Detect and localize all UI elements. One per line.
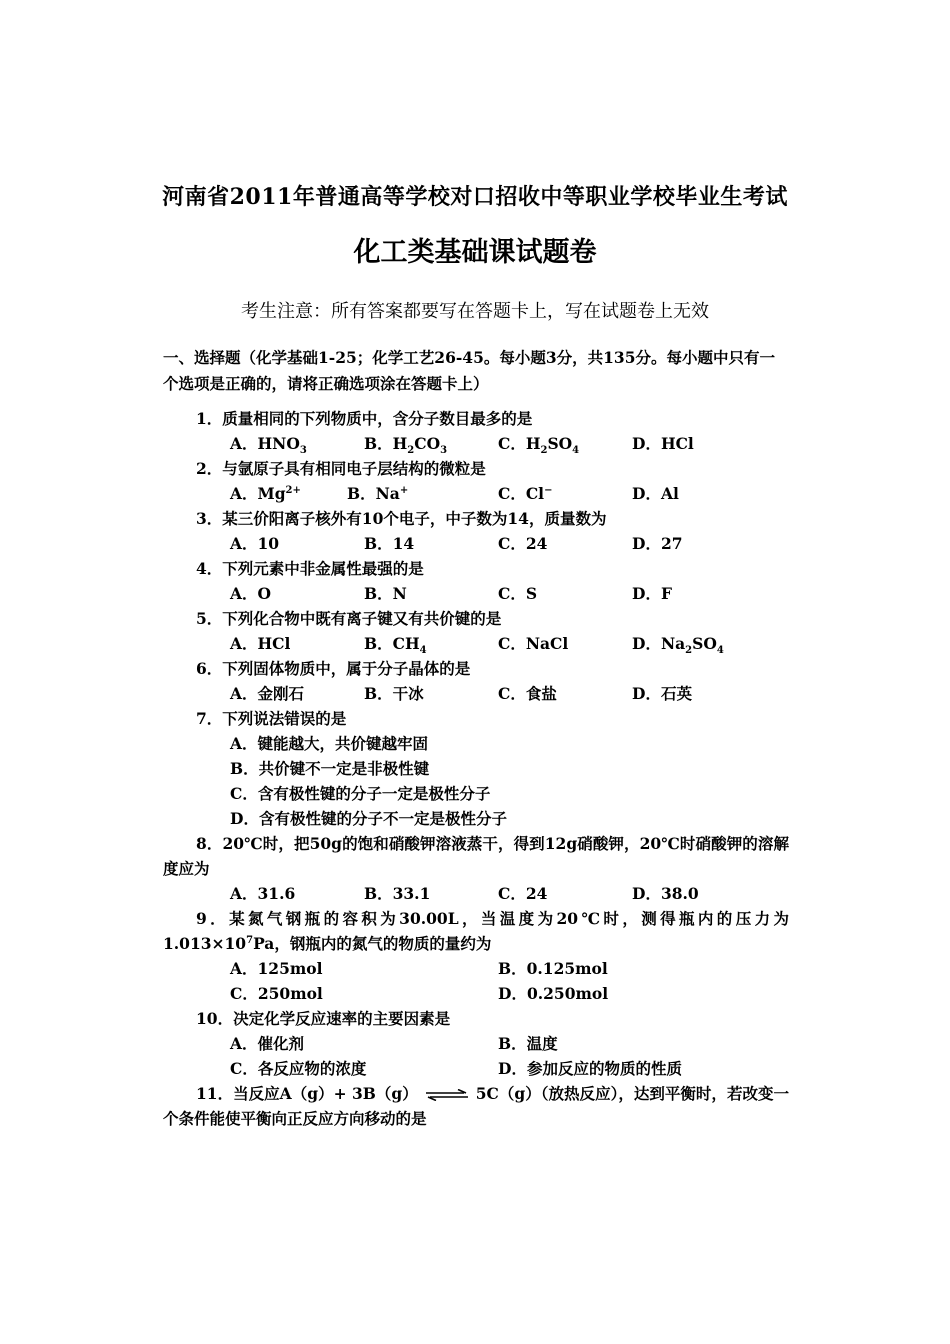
question-list xyxy=(163,406,789,1131)
question-number: 7． xyxy=(196,709,223,728)
option-a: A．31.6 xyxy=(230,884,296,903)
question-4 xyxy=(163,556,789,606)
option-b: B．温度 xyxy=(498,1034,558,1053)
question-stem: 下列固体物质中，属于分子晶体的是 xyxy=(222,659,471,678)
question-5 xyxy=(163,606,789,656)
option-b: B．14 xyxy=(364,534,415,553)
option-a: A．金刚石 xyxy=(230,684,305,703)
question-number: 3． xyxy=(196,509,223,528)
option-d: D．$Na_2SO_4$ xyxy=(632,634,724,657)
option-c: C．含有极性键的分子一定是极性分子 xyxy=(230,784,491,803)
question-6 xyxy=(163,656,789,706)
question-stem: 下列化合物中既有离子键又有共价键的是 xyxy=(222,609,502,628)
question-stem: 决定化学反应速率的主要因素是 xyxy=(233,1009,451,1028)
question-number: 2． xyxy=(196,459,223,478)
option-d: D．Al xyxy=(632,484,679,503)
option-a: A．$HNO_3$ xyxy=(230,434,307,457)
option-a: A．键能越大，共价键越牢固 xyxy=(230,734,429,753)
question-stem: 某三价阳离子核外有10个电子，中子数为14，质量数为 xyxy=(222,509,607,528)
question-8 xyxy=(163,831,789,906)
option-d: D．石英 xyxy=(632,684,692,703)
question-stem: 下列元素中非金属性最强的是 xyxy=(222,559,424,578)
option-c: C．食盐 xyxy=(498,684,557,703)
option-a: A．10 xyxy=(230,534,280,553)
question-stem: 下列说法错误的是 xyxy=(222,709,347,728)
question-number: 4． xyxy=(196,559,223,578)
question-2 xyxy=(163,456,789,506)
section-heading: 一、选择题（化学基础1-25；化学工艺26-45。每小题3分，共135分。每小题中只有一个选项是正确的，请将正确选项涂在答题卡上） xyxy=(163,348,776,393)
option-b: B．共价键不一定是非极性键 xyxy=(230,759,430,778)
question-7 xyxy=(163,706,789,831)
question-stem: 与氩原子具有相同电子层结构的微粒是 xyxy=(222,459,486,478)
question-3 xyxy=(163,506,789,556)
option-b: B．33.1 xyxy=(364,884,431,903)
option-c: C．24 xyxy=(498,884,548,903)
option-d: D．38.0 xyxy=(632,884,699,903)
question-10 xyxy=(163,1006,789,1081)
option-c: C．NaCl xyxy=(498,634,569,653)
question-number: 1． xyxy=(196,409,223,428)
option-c: C．24 xyxy=(498,534,548,553)
question-number: 6． xyxy=(196,659,223,678)
question-number: 8． xyxy=(196,834,223,853)
option-a: A．125mol xyxy=(230,959,323,978)
option-b: B．N xyxy=(364,584,407,603)
question-stem-part: 某氮气钢瓶的容积为30.00L，当温度为20℃时，测得瓶内的压力为1.013×10 xyxy=(163,909,789,953)
equilibrium-arrow-icon xyxy=(424,1089,470,1101)
option-d: D．27 xyxy=(632,534,683,553)
option-d: D．含有极性键的分子不一定是极性分子 xyxy=(230,809,507,828)
question-stem: 质量相同的下列物质中，含分子数目最多的是 xyxy=(222,409,533,428)
option-a: A．O xyxy=(230,584,272,603)
question-number: 5． xyxy=(196,609,223,628)
option-d: D．F xyxy=(632,584,672,603)
option-b: B．$CH_4$ xyxy=(364,634,427,657)
option-c: C．S xyxy=(498,584,538,603)
option-d: D．HCl xyxy=(632,434,694,453)
question-stem: 20℃时，把50g的饱和硝酸钾溶液蒸干，得到12g硝酸钾，20℃时硝酸钾的溶解度应为 xyxy=(163,834,789,878)
question-11 xyxy=(163,1081,789,1131)
option-a: A．HCl xyxy=(230,634,291,653)
option-b: B．Na+ xyxy=(347,484,409,503)
option-c: C．250mol xyxy=(230,984,323,1003)
question-number: 11． xyxy=(196,1084,234,1103)
option-d: D．0.250mol xyxy=(498,984,609,1003)
question-1 xyxy=(163,406,789,456)
exam-subtitle: 化工类基础课试题卷 xyxy=(353,237,597,268)
option-b: B．$H_2CO_3$ xyxy=(364,434,448,457)
question-stem-part: Pa，钢瓶内的氮气的物质的量约为 xyxy=(253,934,492,953)
option-c: C．各反应物的浓度 xyxy=(230,1059,367,1078)
candidate-notice: 考生注意：所有答案都要写在答题卡上，写在试题卷上无效 xyxy=(241,301,709,322)
question-stem-part: 5C（g）（放热反应），达到平衡时，若改变一个条件能使平衡向正反应方向移动的是 xyxy=(163,1084,789,1128)
question-stem-part: 当反应A（g）+ 3B（g） xyxy=(233,1084,418,1103)
exam-title: 河南省2011年普通高等学校对口招收中等职业学校毕业生考试 xyxy=(162,184,788,210)
question-number: 9． xyxy=(196,909,230,928)
exponent: 7 xyxy=(246,934,254,946)
option-c: C．$H_2SO_4$ xyxy=(498,434,580,457)
option-d: D．参加反应的物质的性质 xyxy=(498,1059,682,1078)
option-b: B．干冰 xyxy=(364,684,424,703)
question-9 xyxy=(163,906,789,1006)
option-a: A．催化剂 xyxy=(230,1034,305,1053)
option-c: C．Cl− xyxy=(498,484,553,503)
option-a: A．$Mg^{2+}$ xyxy=(230,484,301,503)
option-b: B．0.125mol xyxy=(498,959,608,978)
question-number: 10． xyxy=(196,1009,234,1028)
